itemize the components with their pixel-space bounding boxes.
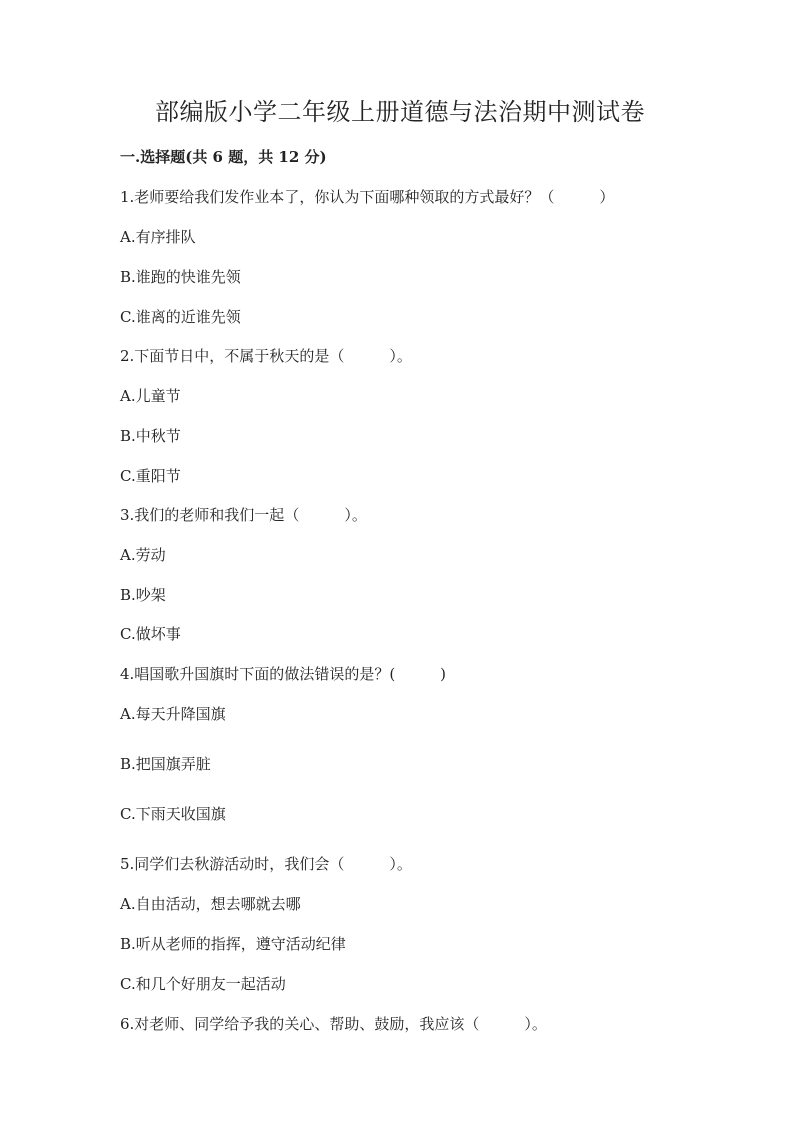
- question-3-option-b: B.吵架: [120, 586, 166, 604]
- question-4-option-b: B.把国旗弄脏: [120, 755, 211, 773]
- question-5-option-a: A.自由活动，想去哪就去哪: [120, 895, 301, 913]
- question-2-option-a: A.儿童节: [120, 387, 181, 405]
- question-4-option-a: A.每天升降国旗: [120, 705, 226, 723]
- question-5-option-c: C.和几个好朋友一起活动: [120, 975, 286, 993]
- section-heading: 一.选择题(共 6 题，共 12 分): [120, 148, 327, 166]
- exam-title: 部编版小学二年级上册道德与法治期中测试卷: [155, 98, 645, 126]
- question-3-option-c: C.做坏事: [120, 625, 181, 643]
- question-2-option-b: B.中秋节: [120, 427, 181, 445]
- question-3-option-a: A.劳动: [120, 546, 166, 564]
- question-6-stem: 6.对老师、同学给予我的关心、帮助、鼓励，我应该（ ）。: [120, 1015, 547, 1033]
- question-1-option-c: C.谁离的近谁先领: [120, 308, 241, 326]
- question-4-stem: 4.唱国歌升国旗时下面的做法错误的是？( ): [120, 665, 447, 683]
- question-1-option-a: A.有序排队: [120, 228, 196, 246]
- question-2-stem: 2.下面节日中，不属于秋天的是（ ）。: [120, 347, 412, 365]
- question-2-option-c: C.重阳节: [120, 467, 181, 485]
- question-1-option-b: B.谁跑的快谁先领: [120, 268, 241, 286]
- question-3-stem: 3.我们的老师和我们一起（ ）。: [120, 506, 367, 524]
- question-5-option-b: B.听从老师的指挥，遵守活动纪律: [120, 935, 346, 953]
- question-1-stem: 1.老师要给我们发作业本了，你认为下面哪种领取的方式最好？（ ）: [120, 188, 615, 206]
- question-5-stem: 5.同学们去秋游活动时，我们会（ ）。: [120, 855, 412, 873]
- question-4-option-c: C.下雨天收国旗: [120, 805, 226, 823]
